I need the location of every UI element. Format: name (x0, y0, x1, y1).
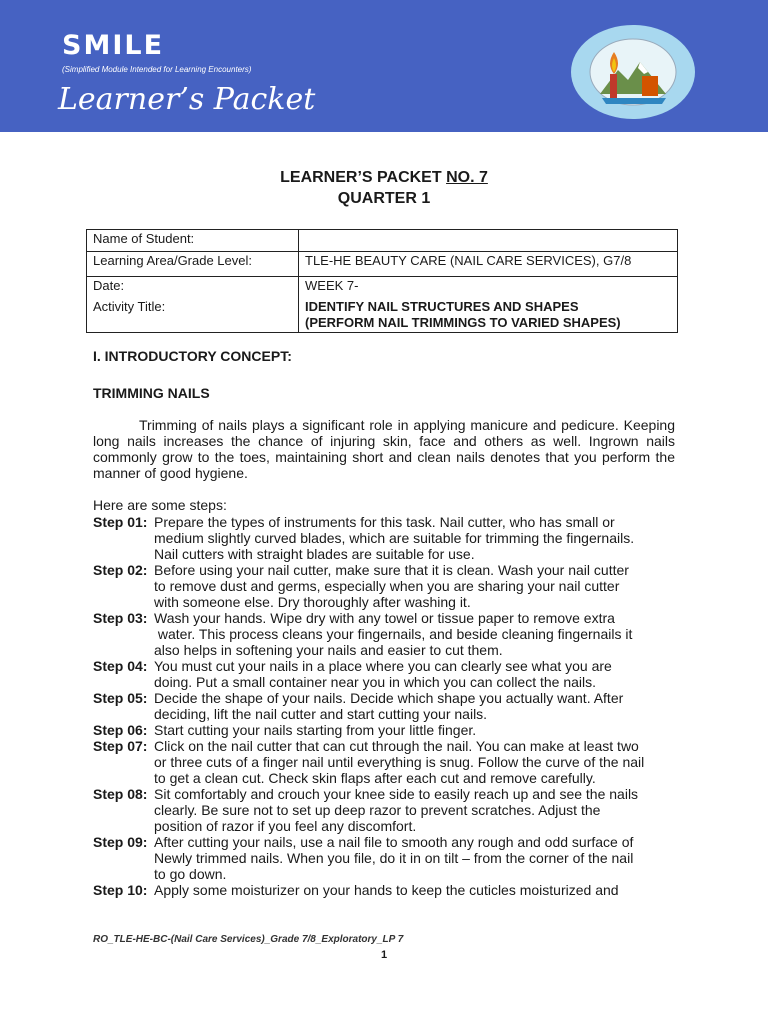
date-value: WEEK 7- (299, 277, 678, 299)
step-item (93, 658, 683, 690)
activity-title-label: Activity Title: (87, 298, 299, 333)
steps-intro: Here are some steps: (93, 497, 227, 513)
step-label: Step 08: (93, 786, 148, 802)
step-label: Step 06: (93, 722, 148, 738)
brand-title: SMILE (62, 30, 165, 61)
step-line: Newly trimmed nails. When you file, do it in on tilt – from the corner of the nail (154, 850, 634, 866)
step-text (154, 658, 683, 690)
step-label: Step 02: (93, 562, 148, 578)
deped-seal-logo (570, 24, 696, 120)
footer-code: RO_TLE-HE-BC-(Nail Care Services)_Grade 7/8_Exploratory_LP 7 (93, 934, 404, 945)
step-line: to get a clean cut. Check skin flaps after each cut and remove carefully. (154, 770, 596, 786)
name-value (299, 230, 678, 252)
step-item (93, 834, 683, 882)
step-item (93, 786, 683, 834)
step-line: medium slightly curved blades, which are suitable for trimming the fingernails. (154, 530, 635, 546)
step-line: to remove dust and germs, especially when you are sharing your nail cutter (154, 578, 620, 594)
step-line: Decide the shape of your nails. Decide which shape you actually want. After (154, 690, 624, 706)
step-label: Step 09: (93, 834, 148, 850)
learners-packet-label: Learner’s Packet (58, 82, 316, 117)
step-item (93, 610, 683, 658)
step-line: Click on the nail cutter that can cut through the nail. You can make at least two (154, 738, 639, 754)
student-info-table (86, 229, 678, 333)
sub-heading: TRIMMING NAILS (93, 385, 210, 401)
step-line: Prepare the types of instruments for this task. Nail cutter, who has small or (154, 514, 615, 530)
activity-title-value (299, 298, 678, 333)
step-text (154, 690, 683, 722)
step-line: water. This process cleans your fingernails, and beside cleaning fingernails it (154, 626, 633, 642)
step-text (154, 786, 683, 834)
step-label: Step 04: (93, 658, 148, 674)
brand-subtitle: (Simplified Module Intended for Learning Encounters) (62, 65, 252, 74)
activity-title-line-1: IDENTIFY NAIL STRUCTURES AND SHAPES (305, 299, 579, 314)
steps-list (93, 514, 683, 898)
step-text (154, 722, 683, 738)
step-line: position of razor if you feel any discomfort. (154, 818, 417, 834)
step-line: with someone else. Dry thoroughly after washing it. (154, 594, 471, 610)
step-text (154, 610, 683, 658)
step-line: After cutting your nails, use a nail file to smooth any rough and odd surface of (154, 834, 634, 850)
activity-title-line-2: (PERFORM NAIL TRIMMINGS TO VARIED SHAPES) (305, 315, 621, 330)
step-line: Apply some moisturizer on your hands to keep the cuticles moisturized and (154, 882, 619, 898)
learning-area-value: TLE-HE BEAUTY CARE (NAIL CARE SERVICES), G7/8 (299, 252, 678, 277)
date-label: Date: (87, 277, 299, 299)
step-text (154, 738, 683, 786)
step-text (154, 514, 683, 562)
intro-paragraph: Trimming of nails plays a significant role in applying manicure and pedicure. Keeping long nails increases the chance of injuring skin, face and others as well. Ingrown nails commonly grow to the toes, maintaining short and clean nails denotes that you perform the manner of good hygiene. (93, 417, 675, 481)
step-line: or three cuts of a finger nail until everything is snug. Follow the curve of the nail (154, 754, 645, 770)
section-heading: I. INTRODUCTORY CONCEPT: (93, 348, 292, 364)
step-item (93, 738, 683, 786)
name-label: Name of Student: (87, 230, 299, 252)
step-line: to go down. (154, 866, 227, 882)
step-item (93, 514, 683, 562)
step-line: Wash your hands. Wipe dry with any towel or tissue paper to remove extra (154, 610, 615, 626)
step-line: You must cut your nails in a place where you can clearly see what you are (154, 658, 612, 674)
step-line: Sit comfortably and crouch your knee side to easily reach up and see the nails (154, 786, 639, 802)
step-line: Nail cutters with straight blades are suitable for use. (154, 546, 475, 562)
step-text (154, 882, 683, 898)
step-label: Step 03: (93, 610, 148, 626)
step-item (93, 722, 683, 738)
packet-number: NO. 7 (446, 169, 488, 186)
step-text (154, 834, 683, 882)
step-label: Step 10: (93, 882, 148, 898)
step-line: Start cutting your nails starting from your little finger. (154, 722, 477, 738)
header-banner (0, 0, 768, 132)
page-number: 1 (380, 949, 388, 961)
step-label: Step 05: (93, 690, 148, 706)
step-item (93, 690, 683, 722)
packet-number-title (0, 169, 768, 187)
step-line: clearly. Be sure not to set up deep razor to prevent scratches. Adjust the (154, 802, 601, 818)
packet-title-prefix: LEARNER’S PACKET (280, 169, 447, 186)
step-text (154, 562, 683, 610)
step-label: Step 07: (93, 738, 148, 754)
step-line: doing. Put a small container near you in which you can collect the nails. (154, 674, 597, 690)
step-item (93, 882, 683, 898)
step-item (93, 562, 683, 610)
learning-area-label: Learning Area/Grade Level: (87, 252, 299, 277)
quarter-title: QUARTER 1 (337, 190, 431, 207)
step-line: Before using your nail cutter, make sure that it is clean. Wash your nail cutter (154, 562, 629, 578)
step-label: Step 01: (93, 514, 148, 530)
step-line: deciding, lift the nail cutter and start cutting your nails. (154, 706, 488, 722)
step-line: also helps in softening your nails and easier to cut them. (154, 642, 503, 658)
